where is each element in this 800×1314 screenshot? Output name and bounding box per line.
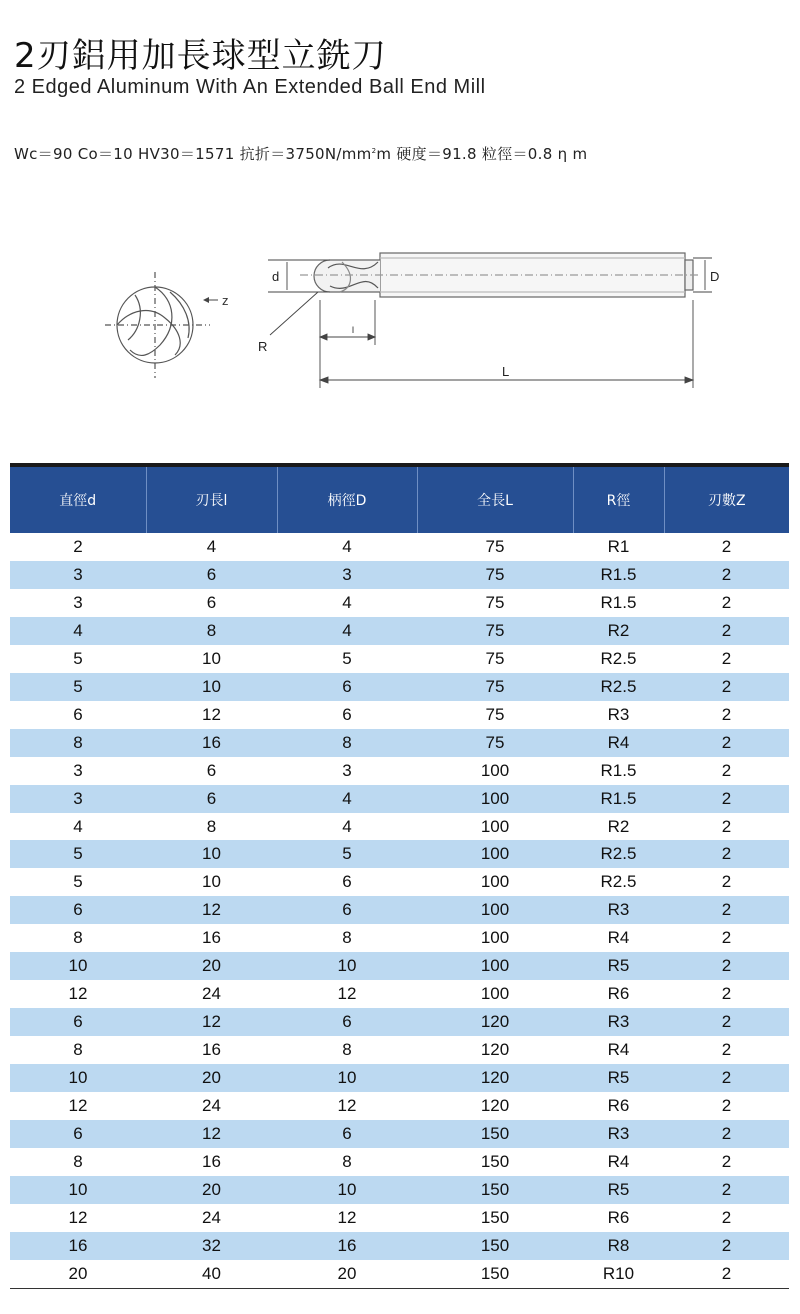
cell-edge-length: 6: [206, 592, 217, 612]
cell-diameter: 10: [10, 952, 146, 980]
cell-edge-length: 20: [146, 952, 277, 980]
cell-diameter: 5: [10, 840, 146, 868]
cell-diameter: 6: [73, 704, 83, 724]
cell-edge-length: 8: [206, 816, 217, 836]
R-leader: [270, 292, 318, 335]
cell-shank-diameter: 10: [277, 952, 417, 980]
cell-overall-length: 150: [480, 1151, 510, 1171]
table-row: [10, 1008, 789, 1036]
cell-radius: R10: [573, 1260, 664, 1288]
cell-edge-length: 12: [146, 1008, 277, 1036]
cell-radius: R3: [573, 896, 664, 924]
cell-radius: R2.5: [600, 872, 637, 892]
table-row: [10, 868, 789, 896]
cell-overall-length: 100: [480, 872, 510, 892]
cell-radius: R5: [573, 1176, 664, 1204]
cell-radius: R4: [607, 1040, 630, 1060]
cell-diameter: 8: [73, 1151, 83, 1171]
cell-shank-diameter: 10: [277, 1064, 417, 1092]
cell-edge-length: 12: [202, 704, 221, 724]
cell-edge-length: 12: [146, 896, 277, 924]
cell-overall-length: 100: [480, 928, 510, 948]
cell-diameter: 5: [73, 648, 83, 668]
cell-shank-diameter: 4: [277, 785, 417, 813]
cell-diameter: 4: [73, 816, 83, 836]
cell-edge-length: 32: [146, 1232, 277, 1260]
cell-flutes: 2: [721, 1207, 732, 1227]
cell-radius: R4: [607, 1151, 630, 1171]
cell-edge-length: 20: [146, 1176, 277, 1204]
table-row: [10, 1148, 789, 1176]
cell-flutes: 2: [664, 785, 789, 813]
cell-overall-length: 100: [417, 952, 573, 980]
l-dimension: [320, 300, 375, 345]
cell-diameter: 5: [10, 673, 146, 701]
table-row: [10, 924, 789, 952]
page-subtitle: 2 Edged Aluminum With An Extended Ball End Mill: [14, 76, 486, 98]
cell-flutes: 2: [721, 1151, 732, 1171]
cell-overall-length: 150: [480, 1207, 510, 1227]
cell-radius: R2: [573, 617, 664, 645]
table-row: [10, 1120, 789, 1148]
cell-flutes: 2: [664, 561, 789, 589]
cell-radius: R3: [573, 1008, 664, 1036]
cell-radius: R2.5: [573, 673, 664, 701]
cell-radius: R1.5: [573, 561, 664, 589]
cell-overall-length: 75: [417, 561, 573, 589]
cell-radius: R3: [607, 704, 630, 724]
cell-edge-length: 10: [202, 648, 221, 668]
cell-radius: R3: [573, 1120, 664, 1148]
cell-shank-diameter: 12: [337, 1207, 357, 1227]
cell-edge-length: 8: [146, 617, 277, 645]
header-diameter: 直徑d: [10, 467, 146, 533]
label-z: z: [222, 293, 229, 308]
cell-flutes: 2: [721, 928, 732, 948]
cell-flutes: 2: [664, 1064, 789, 1092]
cell-radius: R1: [607, 536, 630, 556]
cell-diameter: 16: [10, 1232, 146, 1260]
cell-overall-length: 75: [485, 536, 505, 556]
label-L: L: [502, 364, 510, 379]
cell-diameter: 2: [73, 536, 83, 556]
label-l: l: [352, 325, 354, 335]
cell-edge-length: 6: [146, 561, 277, 589]
table-row: [10, 701, 789, 729]
label-R: R: [258, 339, 268, 354]
spec-superscript: 2: [371, 147, 377, 155]
label-D: D: [710, 269, 720, 284]
cell-flutes: 2: [664, 1232, 789, 1260]
table-row: [10, 1204, 789, 1232]
cell-flutes: 2: [664, 1008, 789, 1036]
table-row: [10, 757, 789, 785]
table-row: [10, 729, 789, 757]
cell-overall-length: 150: [417, 1120, 573, 1148]
cell-flutes: 2: [721, 1040, 732, 1060]
cell-edge-length: 24: [202, 984, 221, 1004]
cell-edge-length: 10: [146, 840, 277, 868]
cell-flutes: 2: [664, 617, 789, 645]
cell-edge-length: 20: [146, 1064, 277, 1092]
cell-edge-length: 6: [206, 760, 217, 780]
cell-shank-diameter: 4: [277, 617, 417, 645]
cell-edge-length: 16: [146, 729, 277, 757]
header-edge-length: 刃長l: [146, 467, 277, 533]
cell-shank-diameter: 6: [277, 1008, 417, 1036]
cell-overall-length: 120: [417, 1008, 573, 1036]
cell-flutes: 2: [721, 536, 732, 556]
page-title: 2刃鋁用加長球型立銑刀: [14, 36, 387, 76]
cell-overall-length: 100: [480, 816, 510, 836]
cell-flutes: 2: [664, 896, 789, 924]
spec-text-end: m 硬度＝91.8 粒徑＝0.8 η m: [376, 145, 588, 163]
cell-diameter: 10: [10, 1064, 146, 1092]
table-row: [10, 645, 789, 673]
end-view-icon: [105, 272, 210, 378]
cell-overall-length: 75: [417, 729, 573, 757]
cell-shank-diameter: 8: [277, 729, 417, 757]
cell-diameter: 8: [73, 1040, 83, 1060]
table-row: [10, 1232, 789, 1260]
cell-flutes: 2: [721, 760, 732, 780]
cell-edge-length: 24: [202, 1207, 221, 1227]
table-row: [10, 785, 789, 813]
cell-shank-diameter: 4: [342, 816, 352, 836]
cell-overall-length: 100: [417, 785, 573, 813]
cell-diameter: 3: [10, 785, 146, 813]
table-row: [10, 533, 789, 561]
table-row: [10, 617, 789, 645]
table-row: [10, 673, 789, 701]
cell-radius: R2.5: [600, 648, 637, 668]
cell-overall-length: 75: [417, 673, 573, 701]
cell-radius: R1.5: [600, 592, 637, 612]
cell-overall-length: 75: [485, 704, 505, 724]
cell-shank-diameter: 16: [277, 1232, 417, 1260]
table-row: [10, 589, 789, 617]
end-mill-drawing: [0, 230, 800, 400]
spec-table-container: [10, 463, 789, 1289]
cell-diameter: 3: [73, 592, 83, 612]
cell-shank-diameter: 6: [342, 704, 352, 724]
cell-flutes: 2: [721, 872, 732, 892]
cell-shank-diameter: 12: [337, 1096, 357, 1116]
cell-shank-diameter: 10: [277, 1176, 417, 1204]
cell-diameter: 12: [68, 1207, 88, 1227]
cell-shank-diameter: 6: [277, 896, 417, 924]
cell-shank-diameter: 8: [342, 928, 352, 948]
cell-shank-diameter: 6: [277, 1120, 417, 1148]
header-overall-length: 全長L: [417, 467, 573, 533]
cell-shank-diameter: 4: [342, 536, 352, 556]
cell-shank-diameter: 3: [277, 561, 417, 589]
cell-radius: R5: [573, 1064, 664, 1092]
cell-edge-length: 10: [202, 872, 221, 892]
cell-edge-length: 16: [202, 1040, 221, 1060]
table-row: [10, 980, 789, 1008]
cell-radius: R5: [573, 952, 664, 980]
cell-shank-diameter: 8: [342, 1151, 352, 1171]
cell-diameter: 8: [10, 729, 146, 757]
cell-flutes: 2: [721, 592, 732, 612]
label-d: d: [272, 269, 280, 284]
cell-radius: R4: [573, 729, 664, 757]
cell-overall-length: 120: [417, 1064, 573, 1092]
cell-edge-length: 40: [146, 1260, 277, 1288]
table-row: [10, 1260, 789, 1288]
material-spec: [14, 143, 587, 164]
cell-radius: R1.5: [600, 760, 637, 780]
cell-shank-diameter: 6: [342, 872, 352, 892]
table-row: [10, 1036, 789, 1064]
cell-edge-length: 4: [206, 536, 217, 556]
cell-diameter: 3: [10, 561, 146, 589]
side-view-icon: [300, 253, 700, 297]
cell-radius: R2: [607, 816, 630, 836]
cell-flutes: 2: [721, 984, 732, 1004]
cell-diameter: 12: [68, 1096, 88, 1116]
cell-shank-diameter: 6: [277, 673, 417, 701]
cell-shank-diameter: 5: [342, 648, 352, 668]
cell-radius: R6: [607, 1207, 630, 1227]
cell-overall-length: 120: [480, 1040, 510, 1060]
cell-edge-length: 6: [146, 785, 277, 813]
cell-overall-length: 100: [417, 896, 573, 924]
cell-edge-length: 12: [146, 1120, 277, 1148]
cell-overall-length: 100: [480, 984, 510, 1004]
cell-diameter: 6: [10, 896, 146, 924]
header-shank-diameter: 柄徑D: [277, 467, 417, 533]
header-flutes: 刃數Z: [664, 467, 789, 533]
table-row: [10, 1176, 789, 1204]
table-row: [10, 1064, 789, 1092]
cell-diameter: 6: [10, 1008, 146, 1036]
table-row: [10, 840, 789, 868]
cell-edge-length: 16: [202, 928, 221, 948]
spec-text: Wc＝90 Co＝10 HV30＝1571 抗折＝3750N/mm: [14, 145, 372, 163]
cell-diameter: 3: [73, 760, 83, 780]
cell-radius: R2.5: [573, 840, 664, 868]
spec-table: [10, 467, 789, 1289]
header-radius: R徑: [573, 467, 664, 533]
cell-diameter: 20: [10, 1260, 146, 1288]
cell-flutes: 2: [664, 952, 789, 980]
cell-overall-length: 75: [485, 592, 505, 612]
table-body: [10, 533, 789, 1288]
table-row: [10, 813, 789, 841]
cell-edge-length: 16: [202, 1151, 221, 1171]
cell-overall-length: 150: [417, 1232, 573, 1260]
cell-radius: R8: [573, 1232, 664, 1260]
cell-edge-length: 10: [146, 673, 277, 701]
cell-overall-length: 100: [417, 840, 573, 868]
cell-flutes: 2: [721, 704, 732, 724]
cell-flutes: 2: [664, 673, 789, 701]
cell-radius: R1.5: [573, 785, 664, 813]
cell-diameter: 5: [73, 872, 83, 892]
table-header-row: [10, 467, 789, 533]
cell-shank-diameter: 20: [277, 1260, 417, 1288]
table-row: [10, 1092, 789, 1120]
cell-shank-diameter: 4: [342, 592, 352, 612]
z-arrowhead: [203, 297, 209, 303]
cell-flutes: 2: [664, 1120, 789, 1148]
cell-overall-length: 75: [417, 617, 573, 645]
cell-overall-length: 75: [485, 648, 505, 668]
cell-flutes: 2: [664, 840, 789, 868]
cell-radius: R4: [607, 928, 630, 948]
cell-radius: R6: [607, 984, 630, 1004]
cell-diameter: 8: [73, 928, 83, 948]
cell-shank-diameter: 3: [342, 760, 352, 780]
cell-diameter: 12: [68, 984, 88, 1004]
cell-overall-length: 150: [417, 1176, 573, 1204]
cell-shank-diameter: 8: [342, 1040, 352, 1060]
cell-flutes: 2: [721, 816, 732, 836]
cell-radius: R6: [607, 1096, 630, 1116]
cell-shank-diameter: 5: [277, 840, 417, 868]
table-row: [10, 561, 789, 589]
cell-flutes: 2: [664, 729, 789, 757]
cell-diameter: 4: [10, 617, 146, 645]
cell-flutes: 2: [721, 648, 732, 668]
cell-overall-length: 100: [480, 760, 510, 780]
cell-shank-diameter: 12: [337, 984, 357, 1004]
cell-flutes: 2: [664, 1260, 789, 1288]
cell-diameter: 6: [10, 1120, 146, 1148]
table-row: [10, 896, 789, 924]
cell-edge-length: 24: [202, 1096, 221, 1116]
cell-overall-length: 120: [480, 1096, 510, 1116]
cell-overall-length: 150: [417, 1260, 573, 1288]
cell-flutes: 2: [721, 1096, 732, 1116]
table-row: [10, 952, 789, 980]
cell-flutes: 2: [664, 1176, 789, 1204]
cell-diameter: 10: [10, 1176, 146, 1204]
